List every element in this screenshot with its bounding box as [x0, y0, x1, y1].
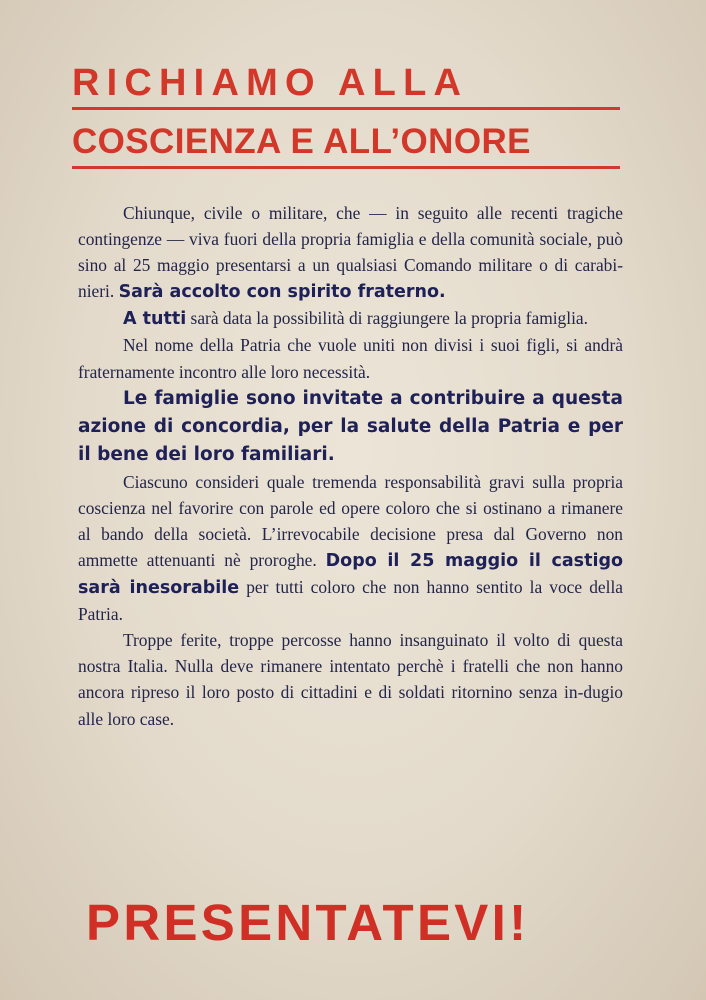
paragraph-3: Nel nome della Patria che vuole uniti non divisi i suoi figli, si andrà fraternamente incontro alle loro necessità.	[78, 335, 623, 382]
proclamation-body	[78, 200, 623, 732]
title-underline-2	[72, 166, 620, 169]
title-underline-1	[72, 107, 620, 110]
paragraph-5-text-2: per tutti coloro che non hanno sentito la voce della Patria.	[78, 577, 623, 625]
paragraph-1-text: Chiunque, civile o militare, che — in seguito alle recenti tragiche contingenze — viva fuori della propria famiglia e della comunità sociale, può sino al 25 maggio presentarsi a un qualsiasi Comando militare o di carabi-nieri.	[78, 203, 623, 302]
title-line-2: COSCIENZA E ALL’ONORE	[72, 122, 531, 161]
paragraph-5-text: Ciascuno consideri quale tremenda responsabilità gravi sulla propria coscienza nel favorire con parole ed opere coloro che si ostinano a rimanere al bando della società. L’irrevocabile decisione presa dal Governo non ammette attenuanti nè proroghe.	[78, 471, 623, 570]
paragraph-5-emphasis: Dopo il 25 maggio il castigo sarà inesorabile	[78, 550, 624, 599]
paragraph-2	[78, 305, 623, 332]
paragraph-1-emphasis: Sarà accolto con spirito fraterno.	[118, 282, 446, 303]
call-to-action: PRESENTATEVI!	[86, 894, 530, 951]
paragraph-4-emphasis: Le famiglie sono invitate a contribuire a questa azione di concordia, per la salute della Patria e per il bene dei loro familiari.	[78, 387, 623, 465]
paragraph-2-text: sarà data la possibilità di raggiungere la propria famiglia.	[186, 308, 588, 329]
paragraph-1	[78, 200, 623, 305]
paragraph-5	[78, 469, 623, 628]
title-line-1: RICHIAMO ALLA	[72, 62, 469, 104]
paragraph-6: Troppe ferite, troppe percosse hanno insanguinato il volto di questa nostra Italia. Nulla deve rimanere intentato perchè i fratelli che non hanno ancora ripreso il loro posto di cittadini e di soldati ritornino senza in-dugio alle loro case.	[78, 630, 623, 729]
paragraph-2-emphasis: A tutti	[123, 309, 187, 330]
